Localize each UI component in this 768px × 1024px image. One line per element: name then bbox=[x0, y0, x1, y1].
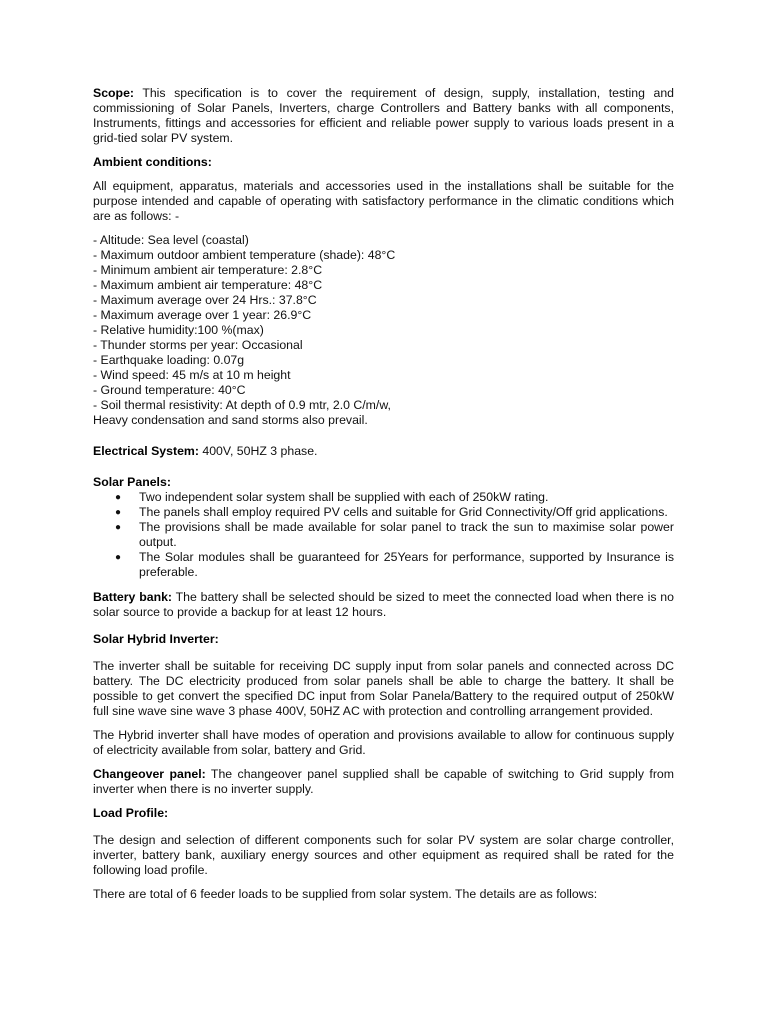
solar-panel-item: ● The provisions shall be made available for solar panel to track the sun to maximise solar power output. bbox=[115, 520, 674, 549]
document-page bbox=[93, 86, 674, 902]
battery-text: The battery shall be selected should be sized to meet the connected load when there is no solar source to provide a backup for at least 12 hours. bbox=[93, 590, 674, 619]
battery-paragraph bbox=[93, 590, 674, 620]
solar-panel-item: ● The Solar modules shall be guaranteed for 25Years for performance, supported by Insurance is preferable. bbox=[115, 550, 674, 579]
electrical-paragraph bbox=[93, 444, 674, 459]
ambient-condition-item: - Altitude: Sea level (coastal) bbox=[93, 233, 249, 247]
ambient-condition-item: - Maximum outdoor ambient temperature (shade): 48°C bbox=[93, 248, 396, 262]
bullet-icon: ● bbox=[115, 492, 122, 503]
load-profile-paragraph-2: There are total of 6 feeder loads to be supplied from solar system. The details are as follows: bbox=[93, 887, 598, 901]
ambient-condition-item: - Relative humidity:100 %(max) bbox=[93, 323, 264, 337]
scope-text: This specification is to cover the requirement of design, supply, installation, testing and commissioning of Solar Panels, Inverters, charge Controllers and Battery banks with all components, Instruments, fittings and accessories for efficient and reliable power supply to various loads present in a grid-tied solar PV system. bbox=[93, 86, 674, 145]
ambient-heading: Ambient conditions: bbox=[93, 155, 212, 169]
solar-panels-list bbox=[93, 490, 674, 580]
ambient-condition-item: - Soil thermal resistivity: At depth of 0.9 mtr, 2.0 C/m/w, bbox=[93, 398, 391, 412]
electrical-text: 400V, 50HZ 3 phase. bbox=[198, 444, 318, 458]
ambient-intro: All equipment, apparatus, materials and accessories used in the installations shall be suitable for the purpose intended and capable of operating with satisfactory performance in the climatic conditions which are as follows: - bbox=[93, 179, 674, 223]
bullet-icon: ● bbox=[115, 552, 122, 563]
changeover-heading: Changeover panel: bbox=[93, 767, 206, 781]
ambient-note: Heavy condensation and sand storms also prevail. bbox=[93, 413, 368, 427]
changeover-text: The changeover panel supplied shall be capable of switching to Grid supply from inverter when there is no inverter supply. bbox=[93, 767, 674, 796]
ambient-condition-item: - Thunder storms per year: Occasional bbox=[93, 338, 303, 352]
inverter-paragraph-1: The inverter shall be suitable for receiving DC supply input from solar panels and connected across DC battery. The DC electricity produced from solar panels shall be able to charge the battery. It shall be possible to get convert the specified DC input from Solar Panela/Battery to the required output of 250kW full sine wave sine wave 3 phase 400V, 50HZ AC with protection and controlling arrangement provided. bbox=[93, 659, 674, 718]
bullet-icon: ● bbox=[115, 522, 122, 533]
ambient-condition-item: - Minimum ambient air temperature: 2.8°C bbox=[93, 263, 323, 277]
ambient-condition-item: - Maximum average over 24 Hrs.: 37.8°C bbox=[93, 293, 317, 307]
solar-panels-heading: Solar Panels: bbox=[93, 475, 171, 489]
inverter-paragraph-2: The Hybrid inverter shall have modes of operation and provisions available to allow for continuous supply of electricity available from solar, battery and Grid. bbox=[93, 728, 674, 757]
solar-panel-item: ● The panels shall employ required PV cells and suitable for Grid Connectivity/Off grid applications. bbox=[115, 505, 668, 519]
bullet-icon: ● bbox=[115, 507, 122, 518]
scope-heading: Scope: bbox=[93, 86, 134, 100]
load-profile-heading: Load Profile: bbox=[93, 806, 169, 820]
changeover-paragraph bbox=[93, 767, 674, 797]
ambient-condition-item: - Ground temperature: 40°C bbox=[93, 383, 246, 397]
load-profile-paragraph-1: The design and selection of different components such for solar PV system are solar charge controller, inverter, battery bank, auxiliary energy sources and other equipment as required shall be rated for the following load profile. bbox=[93, 833, 674, 877]
scope-paragraph bbox=[93, 86, 674, 146]
inverter-heading: Solar Hybrid Inverter: bbox=[93, 632, 219, 646]
solar-panel-item: ● Two independent solar system shall be supplied with each of 250kW rating. bbox=[115, 490, 549, 504]
ambient-condition-item: - Maximum ambient air temperature: 48°C bbox=[93, 278, 323, 292]
electrical-heading: Electrical System: bbox=[93, 444, 199, 458]
ambient-condition-item: - Maximum average over 1 year: 26.9°C bbox=[93, 308, 312, 322]
ambient-conditions-list bbox=[93, 233, 674, 413]
battery-heading: Battery bank: bbox=[93, 590, 173, 604]
ambient-condition-item: - Earthquake loading: 0.07g bbox=[93, 353, 245, 367]
ambient-condition-item: - Wind speed: 45 m/s at 10 m height bbox=[93, 368, 291, 382]
